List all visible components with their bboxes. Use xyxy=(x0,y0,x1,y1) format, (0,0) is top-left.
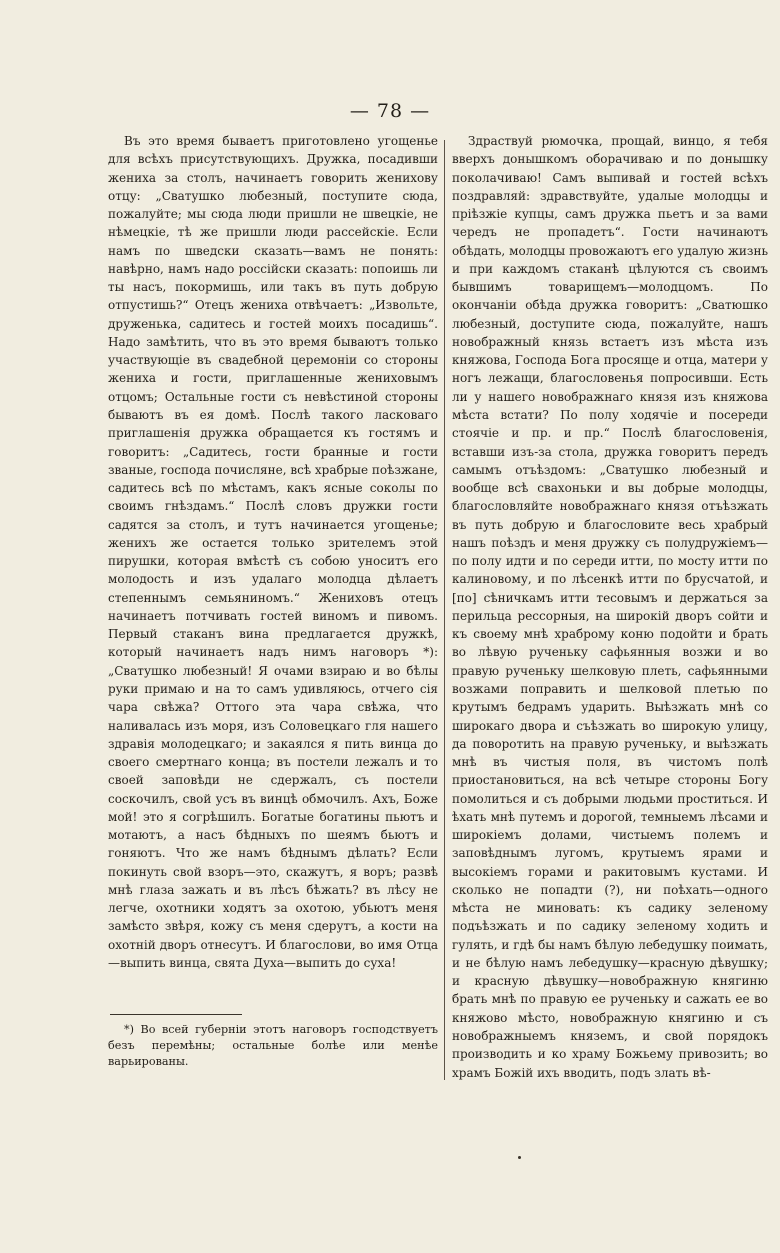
footnote-rule xyxy=(110,1014,242,1015)
footnote-text: *) Во всей губерніи этотъ наговоръ господствуетъ безъ перемѣны; остальные болѣе или менѣе варьированы. xyxy=(108,1023,438,1068)
column-divider xyxy=(444,140,445,1080)
page-number: — 78 — xyxy=(349,100,431,122)
right-column-text: Здраствуй рюмочка, прощай, винцо, я тебя вверхъ донышкомъ оборачиваю и по донышку поколачиваю! Самъ выпивай и гостей всѣхъ поздравляй: здравствуйте, удалые молодцы и пріѣзжіе купцы, самъ дружка пьетъ и за вами чередъ не пропадетъ“. Гости начинаютъ обѣдать, молодцы провожаютъ его удалую жизнь и при каждомъ стаканѣ цѣлуются съ своимъ бывшимъ товарищемъ—молодцомъ. По окончаніи обѣда дружка говоритъ: „Сватюшко любезный, доступите сюда, пожалуйте, нашъ новображный князь встаетъ изъ мѣста изъ княжова, Господа Бога просяще и отца, матери у ногъ лежащи, благословенья попросивши. Есть ли у нашего новображнаго князя изъ княжова мѣста встати? По полу ходячіе и посереди стоячіе и пр. и пр.“ Послѣ благословенія, вставши изъ-за стола, дружка говоритъ передъ самымъ отъѣздомъ: „Сватушко любезный и вообще всѣ свахоньки и вы добрые молодцы, благословляйте новображнаго князя отъѣзжать въ путь добрую и благословите весь храбрый нашъ поѣздъ и меня дружку съ полудружіемъ—по полу идти и по середи итти, по мосту итти по калиновому, и по лѣсенкѣ итти по брусчатой, и [по] сѣничкамъ итти тесовымъ и держаться за перильца рессорныя, на широкій дворъ сойти и къ своему мнѣ храброму коню подойти и брать во лѣвую рученьку сафьянныя возжи и во правую рученьку шелковую плеть, сафьянными возжами поправить и шелковой плетью по крутымъ бедрамъ ударить. Выѣзжать мнѣ со широкаго двора и съѣзжать во широкую улицу, да поворотить на правую рученьку, и выѣзжать мнѣ въ чистыя поля, въ чистомъ полѣ приостановиться, на всѣ четыре стороны Богу помолиться и съ добрыми людьми проститься. И ѣхать мнѣ путемъ и дорогой, темныемъ лѣсами и широкіемъ долами, чистыемъ полемъ и заповѣднымъ лугомъ, крутыемъ ярами и высокіемъ горами и ракитовымъ кустами. И сколько не попадти (?), ни поѣхать—одного мѣста не миновать: къ садику зеленому подъѣзжать и по садику зеленому ходить и гулять, и гдѣ бы намъ бѣлую лебедушку поимать, и не бѣлую намъ лебедушку—красную дѣвушку; и красную дѣвушку—новображную княгиню брать мнѣ по правую ее рученьку и сажать ее во княжово мѣсто, новображную княгиню и съ новображныемъ княземъ, и свой порядокъ производить и ко храму Божьему привозить; во храмъ Божій ихъ вводить, подъ злать вѣ- xyxy=(452,134,768,1080)
ink-speck xyxy=(518,1156,521,1159)
left-column-text: Въ это время бываетъ приготовлено угощенье для всѣхъ присутствующихъ. Дружка, посадивши жениха за столъ, начинаетъ говорить женихову отцу: „Сватушко любезный, поступите сюда, пожалуйте; мы сюда люди пришли не швецкіе, не нѣмецкіе, тѣ же пришли люди рассейскіе. Если намъ по шведски сказать—вамъ не понять: навѣрно, намъ надо россійски сказать: попоишь ли ты насъ, покормишь, или такъ въ путь добрую отпустишь?“ Отецъ жениха отвѣчаетъ: „Извольте, друженька, садитесь и гостей моихъ посадишь“. Надо замѣтить, что въ это время бываютъ только участвующіе въ свадебной церемоніи со стороны жениха и гости, приглашенные жениховымъ отцомъ; Остальные гости съ невѣстиной стороны бываютъ въ ея домѣ. Послѣ такого ласковаго приглашенія дружка обращается къ гостямъ и говоритъ: „Садитесь, гости бранные и гости званые, господа почисляне, всѣ храбрые поѣзжане, садитесь всѣ по мѣстамъ, какъ ясные соколы по своимъ гнѣздамъ.“ Послѣ словъ дружки гости садятся за столъ, и тутъ начинается угощенье; женихъ же остается только зрителемъ этой пирушки, которая вмѣстѣ съ собою уноситъ его молодость и изъ удалаго молодца дѣлаетъ степеннымъ семьяниномъ.“ Жениховъ отецъ начинаетъ потчивать гостей виномъ и пивомъ. Первый стаканъ вина предлагается дружкѣ, который начинаетъ надъ нимъ наговоръ *): „Сватушко любезный! Я очами взираю и во бѣлы руки примаю и на то самъ удивляюсь, отчего сія чара свѣжа? Оттого эта чара свѣжа, что наливалась изъ моря, изъ Соловецкаго гля нашего здравія молодецкаго; и закаялся я пить винца до своего смертнаго конца; въ постели лежалъ и то своей заповѣди не сдержалъ, съ постели соскочилъ, свой усъ въ винцѣ обмочилъ. Ахъ, Боже мой! это я согрѣшилъ. Богатые богатины пьютъ и мотаютъ, а насъ бѣдныхъ по шеямъ бьютъ и гоняютъ. Что же намъ бѣднымъ дѣлать? Если покинуть свой взоръ—это, скажутъ, я воръ; развѣ мнѣ глаза зажать и въ лѣсъ бѣжать? въ лѣсу не легче, охотники ходятъ за охотою, убьютъ меня замѣсто звѣря, кожу съ меня сдерутъ, а кости на охотній дворъ отнесутъ. И благослови, во имя Отца—выпить винца, свята Духа—выпить до суха! xyxy=(108,134,438,970)
left-column xyxy=(108,132,438,972)
right-column xyxy=(452,132,768,1082)
footnote xyxy=(108,1022,438,1070)
